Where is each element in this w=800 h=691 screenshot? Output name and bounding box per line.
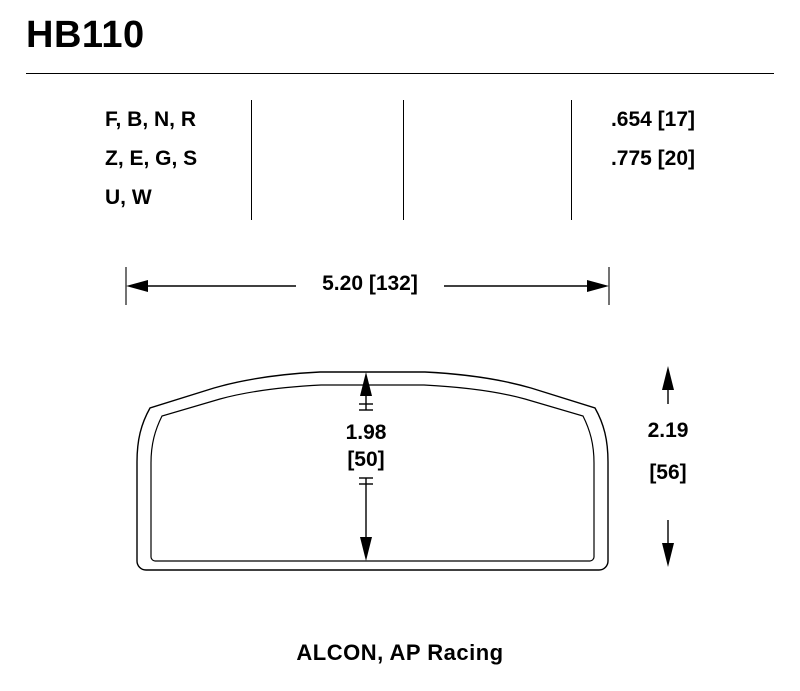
table-column-divider-2 bbox=[403, 100, 404, 220]
inner-height-label-mm: [50] bbox=[347, 448, 385, 471]
inner-height-arrow-down bbox=[360, 537, 372, 561]
thickness-row-2: .775 [20] bbox=[610, 147, 695, 170]
overall-width-label: 5.20 [132] bbox=[322, 272, 418, 295]
overall-height-label-in: 2.19 bbox=[647, 419, 689, 442]
width-arrow-left bbox=[126, 280, 148, 292]
height-arrow-up bbox=[662, 366, 674, 390]
header-divider bbox=[26, 73, 774, 74]
manufacturer-label: ALCON, AP Racing bbox=[296, 640, 504, 665]
inner-height-arrow-up bbox=[360, 372, 372, 396]
pad-inner-contour bbox=[151, 385, 594, 561]
table-column-divider-1 bbox=[251, 100, 252, 220]
width-arrow-right bbox=[587, 280, 609, 292]
overall-height-label-mm: [56] bbox=[649, 461, 687, 484]
compound-row-2: Z, E, G, S bbox=[105, 147, 198, 170]
thickness-row-1: .654 [17] bbox=[610, 108, 695, 131]
compound-row-3: U, W bbox=[105, 186, 152, 209]
compound-row-1: F, B, N, R bbox=[105, 108, 197, 131]
inner-height-label-in: 1.98 bbox=[345, 421, 387, 444]
height-arrow-down bbox=[662, 543, 674, 567]
part-number: HB110 bbox=[26, 14, 145, 56]
